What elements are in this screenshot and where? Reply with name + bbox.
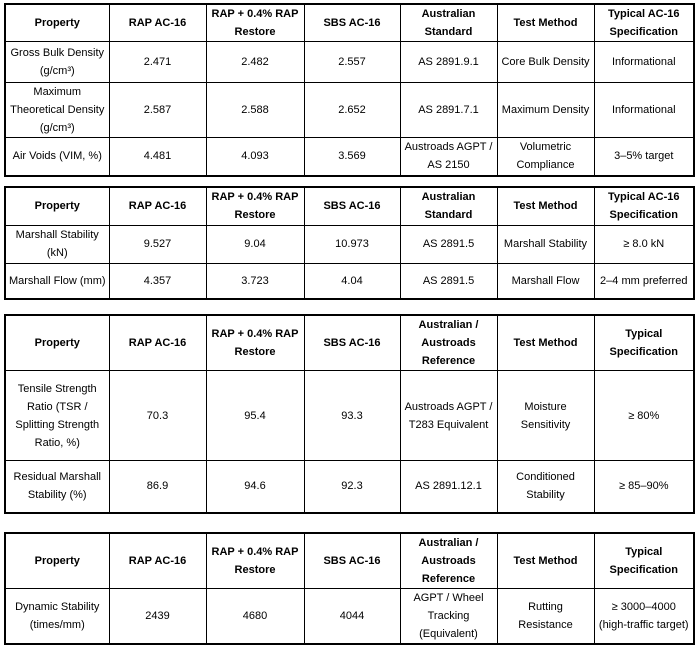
cell-rap-restore: 94.6	[206, 461, 304, 513]
cell-rap-restore: 3.723	[206, 263, 304, 299]
header-rap-restore: RAP + 0.4% RAP Restore	[206, 315, 304, 371]
cell-test-method: Marshall Stability	[497, 225, 594, 263]
header-reference: Australian / Austroads Reference	[400, 533, 497, 589]
cell-standard: Austroads AGPT / AS 2150	[400, 138, 497, 176]
header-property: Property	[5, 533, 109, 589]
cell-rap: 4.357	[109, 263, 206, 299]
cell-test-method: Maximum Density	[497, 83, 594, 138]
header-property: Property	[5, 315, 109, 371]
header-test-method: Test Method	[497, 4, 594, 42]
cell-sbs: 3.569	[304, 138, 400, 176]
cell-standard: AS 2891.5	[400, 263, 497, 299]
cell-test-method: Moisture Sensitivity	[497, 371, 594, 461]
marshall-properties-table	[4, 186, 695, 300]
cell-rap-restore: 4.093	[206, 138, 304, 176]
header-specification: Typical Specification	[594, 533, 694, 589]
cell-property: Maximum Theoretical Density (g/cm³)	[5, 83, 109, 138]
header-test-method: Test Method	[497, 533, 594, 589]
cell-specification: 2–4 mm preferred	[594, 263, 694, 299]
cell-rap-restore: 2.588	[206, 83, 304, 138]
cell-sbs: 2.557	[304, 42, 400, 83]
cell-property: Marshall Flow (mm)	[5, 263, 109, 299]
cell-sbs: 4044	[304, 589, 400, 645]
cell-reference: AGPT / Wheel Tracking (Equivalent)	[400, 589, 497, 645]
table-header-row	[5, 315, 694, 371]
cell-rap-restore: 95.4	[206, 371, 304, 461]
table-header-row	[5, 187, 694, 225]
cell-specification: ≥ 8.0 kN	[594, 225, 694, 263]
header-specification: Typical Specification	[594, 315, 694, 371]
cell-property: Air Voids (VIM, %)	[5, 138, 109, 176]
cell-property: Marshall Stability (kN)	[5, 225, 109, 263]
table-row	[5, 589, 694, 645]
cell-reference: AS 2891.12.1	[400, 461, 497, 513]
header-test-method: Test Method	[497, 315, 594, 371]
table-header-row	[5, 533, 694, 589]
cell-specification: Informational	[594, 42, 694, 83]
cell-standard: AS 2891.7.1	[400, 83, 497, 138]
cell-rap: 9.527	[109, 225, 206, 263]
cell-rap: 86.9	[109, 461, 206, 513]
cell-rap: 70.3	[109, 371, 206, 461]
cell-test-method: Marshall Flow	[497, 263, 594, 299]
header-sbs: SBS AC-16	[304, 315, 400, 371]
header-standard: Australian Standard	[400, 4, 497, 42]
cell-sbs: 4.04	[304, 263, 400, 299]
cell-rap-restore: 4680	[206, 589, 304, 645]
header-rap: RAP AC-16	[109, 187, 206, 225]
cell-rap: 2.587	[109, 83, 206, 138]
cell-test-method: Rutting Resistance	[497, 589, 594, 645]
cell-sbs: 93.3	[304, 371, 400, 461]
volumetric-properties-table	[4, 3, 695, 177]
cell-specification: ≥ 80%	[594, 371, 694, 461]
cell-property: Tensile Strength Ratio (TSR / Splitting Strength Ratio, %)	[5, 371, 109, 461]
header-sbs: SBS AC-16	[304, 187, 400, 225]
header-sbs: SBS AC-16	[304, 4, 400, 42]
cell-rap: 2.471	[109, 42, 206, 83]
header-property: Property	[5, 4, 109, 42]
table-row	[5, 371, 694, 461]
cell-rap: 2439	[109, 589, 206, 645]
cell-reference: Austroads AGPT / T283 Equivalent	[400, 371, 497, 461]
table-row	[5, 225, 694, 263]
header-specification: Typical AC-16 Specification	[594, 4, 694, 42]
table-row	[5, 138, 694, 176]
cell-rap: 4.481	[109, 138, 206, 176]
header-standard: Australian Standard	[400, 187, 497, 225]
cell-specification: ≥ 3000–4000 (high-traffic target)	[594, 589, 694, 645]
cell-property: Gross Bulk Density (g/cm³)	[5, 42, 109, 83]
table-row	[5, 42, 694, 83]
table-row	[5, 461, 694, 513]
cell-specification: 3–5% target	[594, 138, 694, 176]
cell-specification: ≥ 85–90%	[594, 461, 694, 513]
header-property: Property	[5, 187, 109, 225]
cell-rap-restore: 2.482	[206, 42, 304, 83]
table-row	[5, 263, 694, 299]
header-rap-restore: RAP + 0.4% RAP Restore	[206, 187, 304, 225]
cell-test-method: Core Bulk Density	[497, 42, 594, 83]
cell-rap-restore: 9.04	[206, 225, 304, 263]
cell-test-method: Conditioned Stability	[497, 461, 594, 513]
cell-property: Residual Marshall Stability (%)	[5, 461, 109, 513]
cell-test-method: Volumetric Compliance	[497, 138, 594, 176]
table-header-row	[5, 4, 694, 42]
header-test-method: Test Method	[497, 187, 594, 225]
header-specification: Typical AC-16 Specification	[594, 187, 694, 225]
header-rap: RAP AC-16	[109, 533, 206, 589]
header-rap-restore: RAP + 0.4% RAP Restore	[206, 533, 304, 589]
table-row	[5, 83, 694, 138]
header-rap: RAP AC-16	[109, 315, 206, 371]
cell-property: Dynamic Stability (times/mm)	[5, 589, 109, 645]
header-rap: RAP AC-16	[109, 4, 206, 42]
cell-sbs: 2.652	[304, 83, 400, 138]
cell-standard: AS 2891.9.1	[400, 42, 497, 83]
cell-standard: AS 2891.5	[400, 225, 497, 263]
cell-specification: Informational	[594, 83, 694, 138]
header-sbs: SBS AC-16	[304, 533, 400, 589]
rutting-resistance-table	[4, 532, 695, 645]
cell-sbs: 92.3	[304, 461, 400, 513]
header-reference: Australian / Austroads Reference	[400, 315, 497, 371]
moisture-sensitivity-table	[4, 314, 695, 514]
cell-sbs: 10.973	[304, 225, 400, 263]
header-rap-restore: RAP + 0.4% RAP Restore	[206, 4, 304, 42]
